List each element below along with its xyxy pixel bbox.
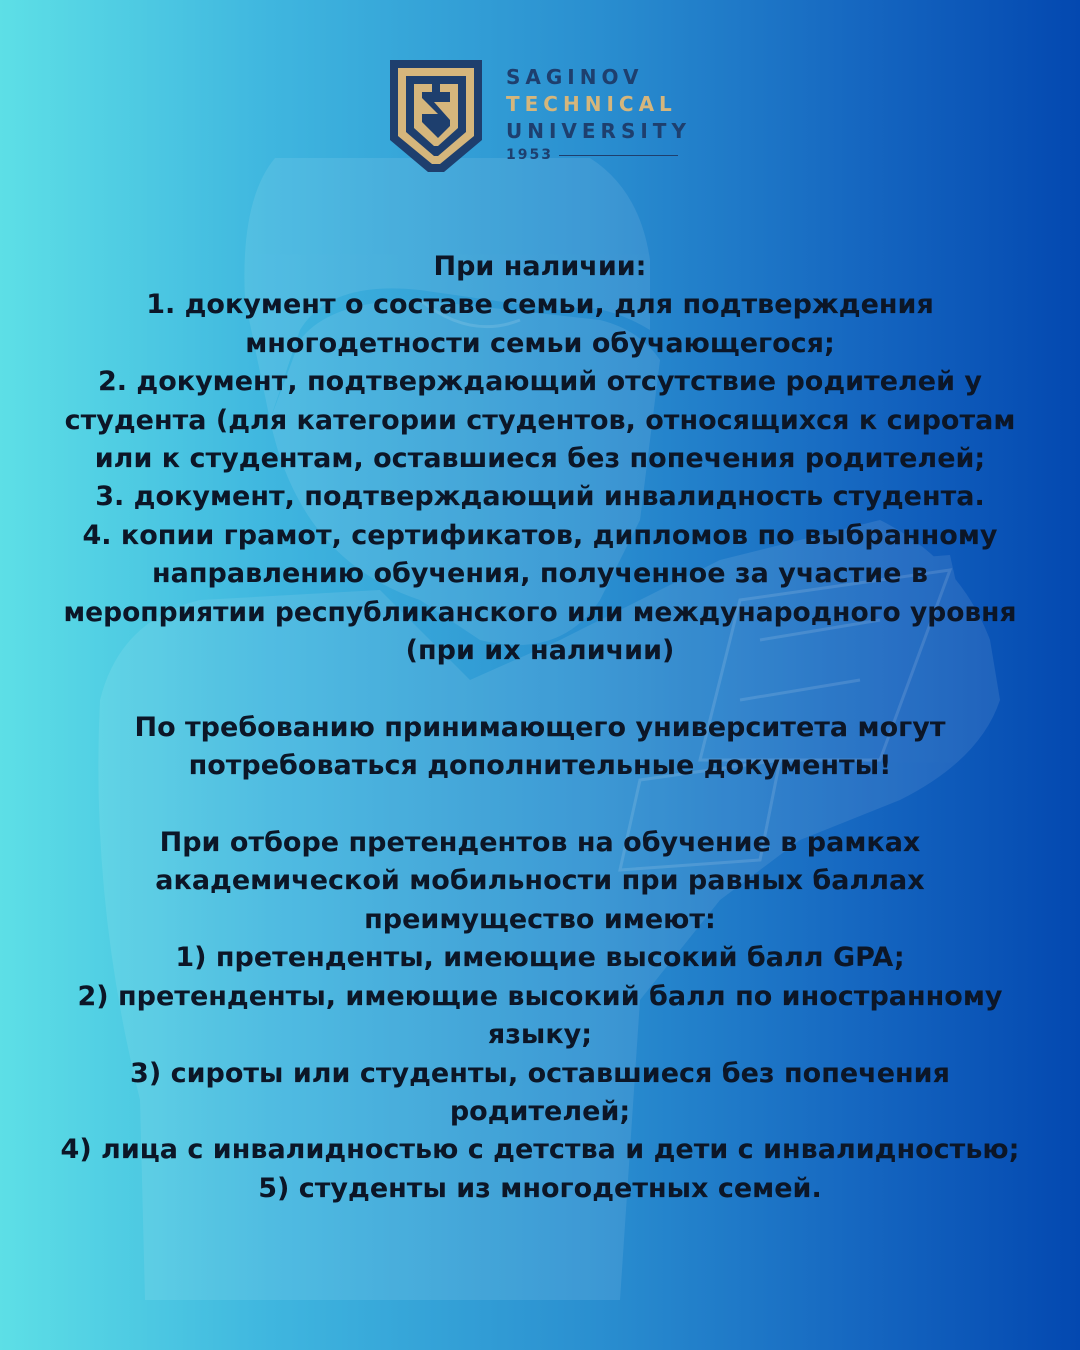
logo-year-row <box>506 147 696 163</box>
section1-line: или к студентам, оставшиеся без попечения родителей; <box>94 443 986 475</box>
section3-line: 3) сироты или студенты, оставшиеся без попечения <box>130 1057 950 1089</box>
section3-line: 4) лица с инвалидностью с детства и дети с инвалидностью; <box>60 1134 1020 1166</box>
section1-line: 1. документ о составе семьи, для подтверждения <box>146 289 934 321</box>
section2-line: По требованию принимающего университета могут <box>134 711 946 743</box>
document-requirements-text <box>60 248 1020 1208</box>
section1-heading: При наличии: <box>433 251 647 282</box>
section1-line: (при их наличии) <box>405 635 675 667</box>
section3-line: родителей; <box>449 1095 631 1127</box>
logo-divider <box>559 155 678 156</box>
logo-saginov: SAGINOV <box>506 65 644 89</box>
section1-line: мероприятии республиканского или международного уровня <box>63 596 1017 628</box>
section3-line: 2) претенденты, имеющие высокий балл по иностранному <box>77 980 1003 1012</box>
spacer <box>60 786 1020 824</box>
logo-wordmark <box>506 64 696 163</box>
section2-line: потребоваться дополнительные документы! <box>188 750 892 782</box>
section3-line: 5) студенты из многодетных семей. <box>258 1172 822 1204</box>
logo-university: UNIVERSITY <box>506 119 691 143</box>
section1-line: 2. документ, подтверждающий отсутствие родителей у <box>97 366 983 398</box>
shield-logo-icon <box>388 58 484 174</box>
section3-line: языку; <box>487 1019 593 1051</box>
section3-line: академической мобильности при равных баллах <box>155 865 925 897</box>
section1-line: студента (для категории студентов, относящихся к сиротам <box>64 404 1016 436</box>
section3-line: При отборе претендентов на обучение в рамках <box>159 827 921 859</box>
section3-line: 1) претенденты, имеющие высокий балл GPA; <box>175 942 905 974</box>
logo-year: 1953 <box>506 147 553 163</box>
section1-line: многодетности семьи обучающегося; <box>245 327 835 359</box>
section1-line: направлению обучения, полученное за участие в <box>152 558 928 590</box>
section1-line: 3. документ, подтверждающий инвалидность студента. <box>95 481 985 513</box>
section1-line: 4. копии грамот, сертификатов, дипломов по выбранному <box>82 519 998 551</box>
university-logo <box>388 58 698 176</box>
spacer <box>60 670 1020 708</box>
section3-line: преимущество имеют: <box>364 903 716 935</box>
logo-technical: TECHNICAL <box>506 92 677 116</box>
